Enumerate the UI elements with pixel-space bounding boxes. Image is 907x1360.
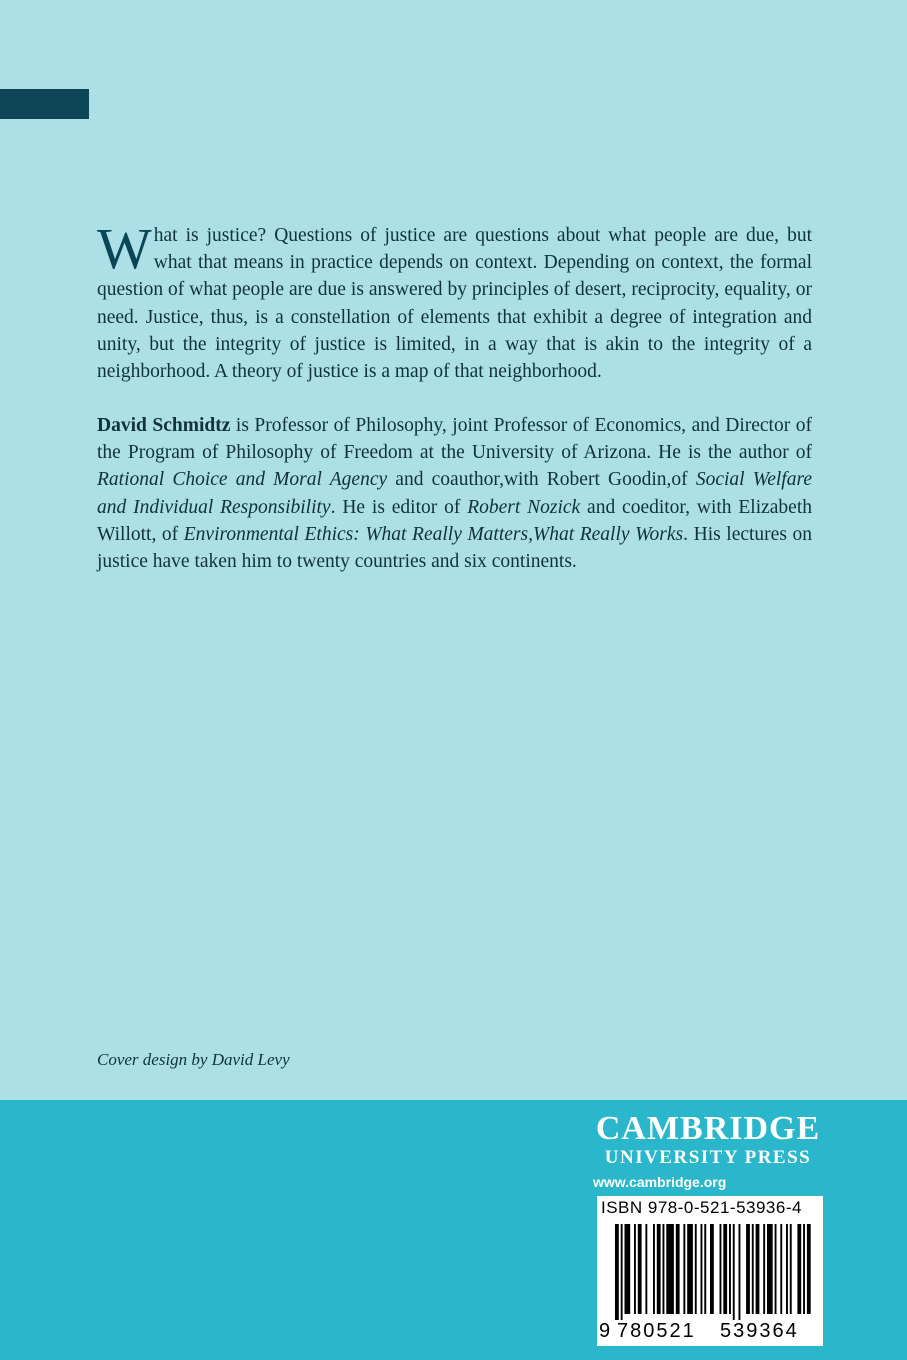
barcode-bar: [723, 1224, 727, 1314]
publisher-logo: [593, 1110, 823, 1190]
barcode-digits-right: 539364: [720, 1320, 799, 1342]
barcode-bar: [780, 1224, 782, 1314]
barcode-bar: [763, 1224, 765, 1314]
barcode-bar: [615, 1224, 619, 1320]
barcode-icon: [597, 1224, 823, 1320]
cover-credit: Cover design by David Levy: [97, 1050, 290, 1069]
author-name: David Schmidtz: [97, 415, 231, 436]
barcode-bar: [701, 1224, 703, 1314]
barcode-bar: [676, 1224, 680, 1314]
barcode-bar: [729, 1224, 731, 1314]
barcode-bar: [720, 1224, 722, 1314]
barcode-bar: [752, 1224, 754, 1314]
barcode-bar: [638, 1224, 642, 1314]
drop-cap: W: [97, 216, 152, 281]
barcode-digits-left: 780521: [617, 1320, 696, 1342]
bio-text-2: and coauthor,with Robert Goodin,of: [387, 469, 696, 491]
barcode-bar: [695, 1224, 697, 1314]
barcode-bar: [797, 1224, 801, 1314]
barcode-bar: [790, 1224, 792, 1314]
barcode-bar: [807, 1224, 811, 1314]
barcode-digit-first: 9: [599, 1320, 611, 1342]
barcode-bar: [775, 1224, 777, 1314]
barcode-bar: [687, 1224, 693, 1314]
isbn-label: ISBN 978-0-521-53936-4: [601, 1198, 802, 1217]
barcode-bar: [657, 1224, 661, 1314]
barcode-bar: [746, 1224, 750, 1314]
book-title-2: Social Welfare and Individual Responsibility: [97, 469, 812, 518]
publisher-subname: UNIVERSITY PRESS: [604, 1147, 812, 1168]
barcode-bar: [803, 1224, 805, 1314]
bio-text-4: and coeditor, with Elizabeth Willott, of: [97, 496, 813, 545]
barcode-bar: [767, 1224, 773, 1314]
barcode-bar: [625, 1224, 631, 1314]
barcode-bar: [710, 1224, 714, 1314]
barcode-bar: [739, 1224, 741, 1320]
publisher-url: www.cambridge.org: [593, 1174, 727, 1190]
barcode-bar: [683, 1224, 685, 1314]
barcode-bar: [756, 1224, 760, 1314]
barcode-bar: [645, 1224, 647, 1314]
barcode-box: [597, 1196, 823, 1346]
blurb-text: hat is justice? Questions of justice are questions about what people are due, but what that means in practice depends on context. Depending on context, the formal question of what people are due is answered by principles of desert, reciprocity, equality, or need. Justice, thus, is a constellation of elements that exhibit a degree of integration and unity, but the integrity of justice is limited, in a way that is akin to the integrity of a neighborhood. A theory of justice is a map of that neighborhood.: [97, 225, 812, 383]
barcode-bar: [663, 1224, 665, 1314]
barcode-bar: [653, 1224, 655, 1314]
book-title-1: Rational Choice and Moral Agency: [97, 469, 388, 491]
barcode-bar: [666, 1224, 674, 1314]
accent-bar: [0, 89, 89, 119]
barcode-bar: [786, 1224, 788, 1314]
barcode-bar: [704, 1224, 706, 1314]
barcode-bar: [634, 1224, 636, 1314]
bio-text-5: . His lectures on justice have taken him to twenty countries and six continents.: [97, 523, 812, 573]
blurb-paragraph: [97, 216, 812, 385]
bio-text-3: . He is editor of: [330, 496, 468, 518]
author-bio: [97, 412, 812, 575]
publisher-name: CAMBRIDGE: [595, 1110, 821, 1147]
bio-text-1: is Professor of Philosophy, joint Professor of Economics, and Director of the Program of Philosophy of Freedom at the University of Arizona. He is the author of: [97, 415, 812, 464]
barcode-bar: [733, 1224, 735, 1320]
book-title-4: Environmental Ethics: What Really Matters,What Really Works: [183, 523, 684, 545]
book-title-3: Robert Nozick: [467, 496, 581, 518]
barcode-bar: [621, 1224, 623, 1320]
